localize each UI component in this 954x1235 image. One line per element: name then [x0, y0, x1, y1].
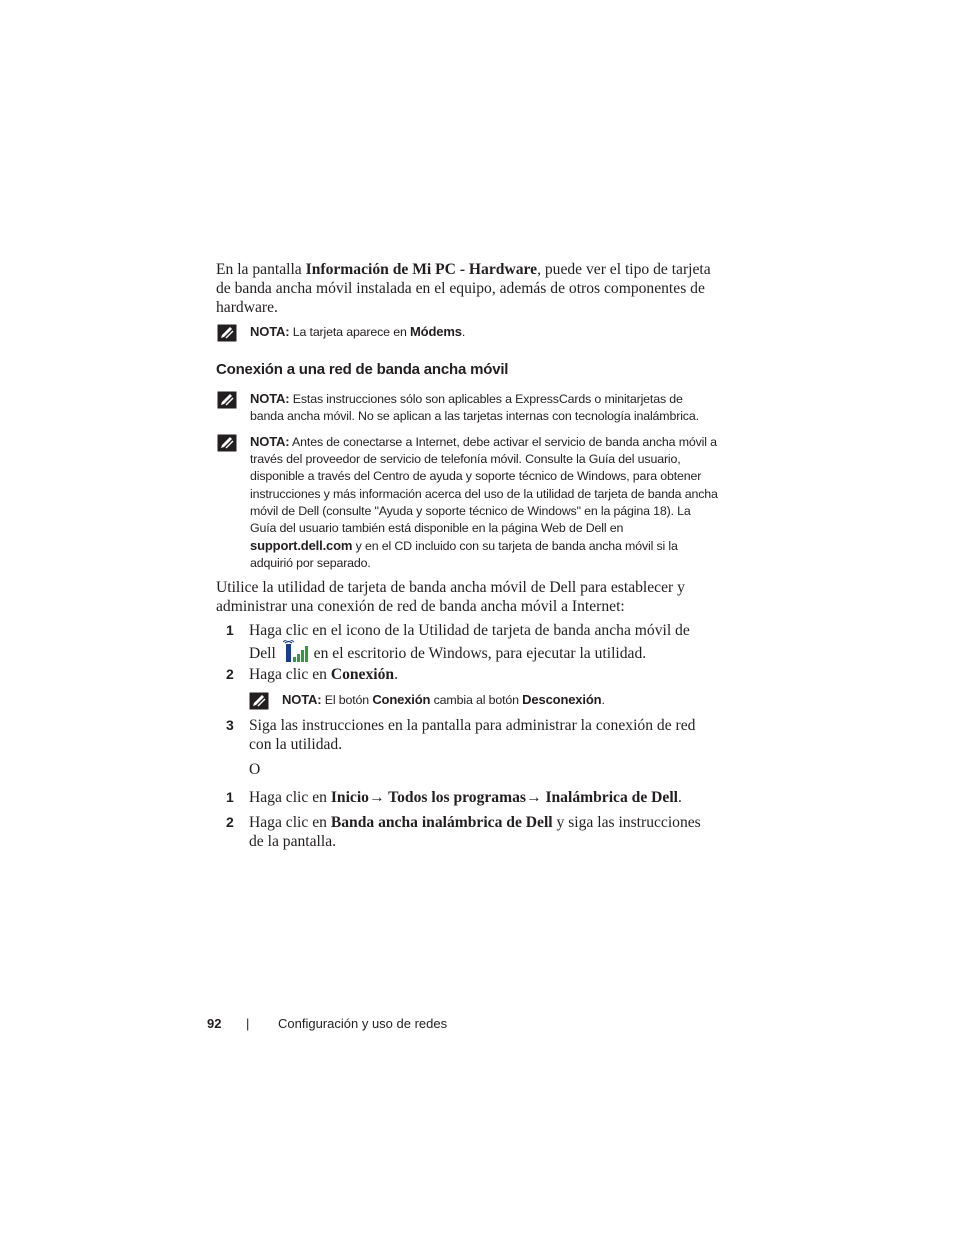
page-number: 92	[207, 1016, 222, 1031]
mobile-broadband-utility-icon	[282, 640, 308, 664]
intro-paragraph: En la pantalla Información de Mi PC - Hardware, puede ver el tipo de tarjeta de banda ancha móvil instalada en el equipo, además de otros componentes de hardware.	[216, 261, 711, 316]
pencil-note-icon	[249, 692, 269, 710]
step-number: 1	[226, 789, 234, 805]
step-number: 2	[226, 666, 234, 682]
step-b1: Haga clic en Inicio→ Todos los programas→ Inalámbrica de Dell.	[249, 789, 682, 806]
support-link[interactable]: support.dell.com	[250, 538, 353, 554]
note-modems: NOTA: La tarjeta aparece en Módems.	[217, 323, 717, 345]
step-number: 1	[226, 622, 234, 638]
section-title: Conexión a una red de banda ancha móvil	[216, 361, 509, 378]
or-separator: O	[249, 761, 261, 778]
utilice-paragraph: Utilice la utilidad de tarjeta de banda ancha móvil de Dell para establecer y administrar una conexión de red de banda ancha móvil a Internet:	[216, 579, 685, 615]
note-applicability: NOTA: Estas instrucciones sólo son aplicables a ExpressCards o minitarjetas de banda ancha móvil. No se aplican a las tarjetas internas con tecnología inalámbrica.	[217, 390, 717, 426]
step-a1: Haga clic en el icono de la Utilidad de tarjeta de banda ancha móvil de Dell en el escritorio de Windows, para ejecutar la utilidad.	[249, 622, 690, 662]
note-button-change: NOTA: El botón Conexión cambia al botón Desconexión.	[249, 691, 717, 713]
pencil-note-icon	[217, 324, 237, 342]
step-a2: Haga clic en Conexión.	[249, 666, 398, 683]
footer-separator: |	[246, 1016, 250, 1031]
pencil-note-icon	[217, 434, 237, 452]
step-b2: Haga clic en Banda ancha inalámbrica de Dell y siga las instrucciones de la pantalla.	[249, 814, 701, 850]
pencil-note-icon	[217, 391, 237, 409]
page-footer	[207, 1016, 507, 1036]
step-number: 2	[226, 814, 234, 830]
step-number: 3	[226, 717, 234, 733]
step-a3: Siga las instrucciones en la pantalla para administrar la conexión de red con la utilidad.	[249, 717, 696, 753]
note-activation: NOTA: Antes de conectarse a Internet, debe activar el servicio de banda ancha móvil a través del proveedor de servicio de telefonía móvil. Consulte la Guía del usuario, disponible a través del Centro de ayuda y soporte técnico de Windows, para obtener instrucciones y más información acerca del uso de la utilidad de tarjeta de banda ancha móvil de Dell (consulte "Ayuda y soporte técnico de Windows" en la página 18). La Guía del usuario también está disponible en la página Web de Dell en support.dell.com y en el CD incluido con su tarjeta de banda ancha móvil si la adquirió por separado.	[217, 433, 717, 573]
footer-title: Configuración y uso de redes	[278, 1016, 448, 1031]
